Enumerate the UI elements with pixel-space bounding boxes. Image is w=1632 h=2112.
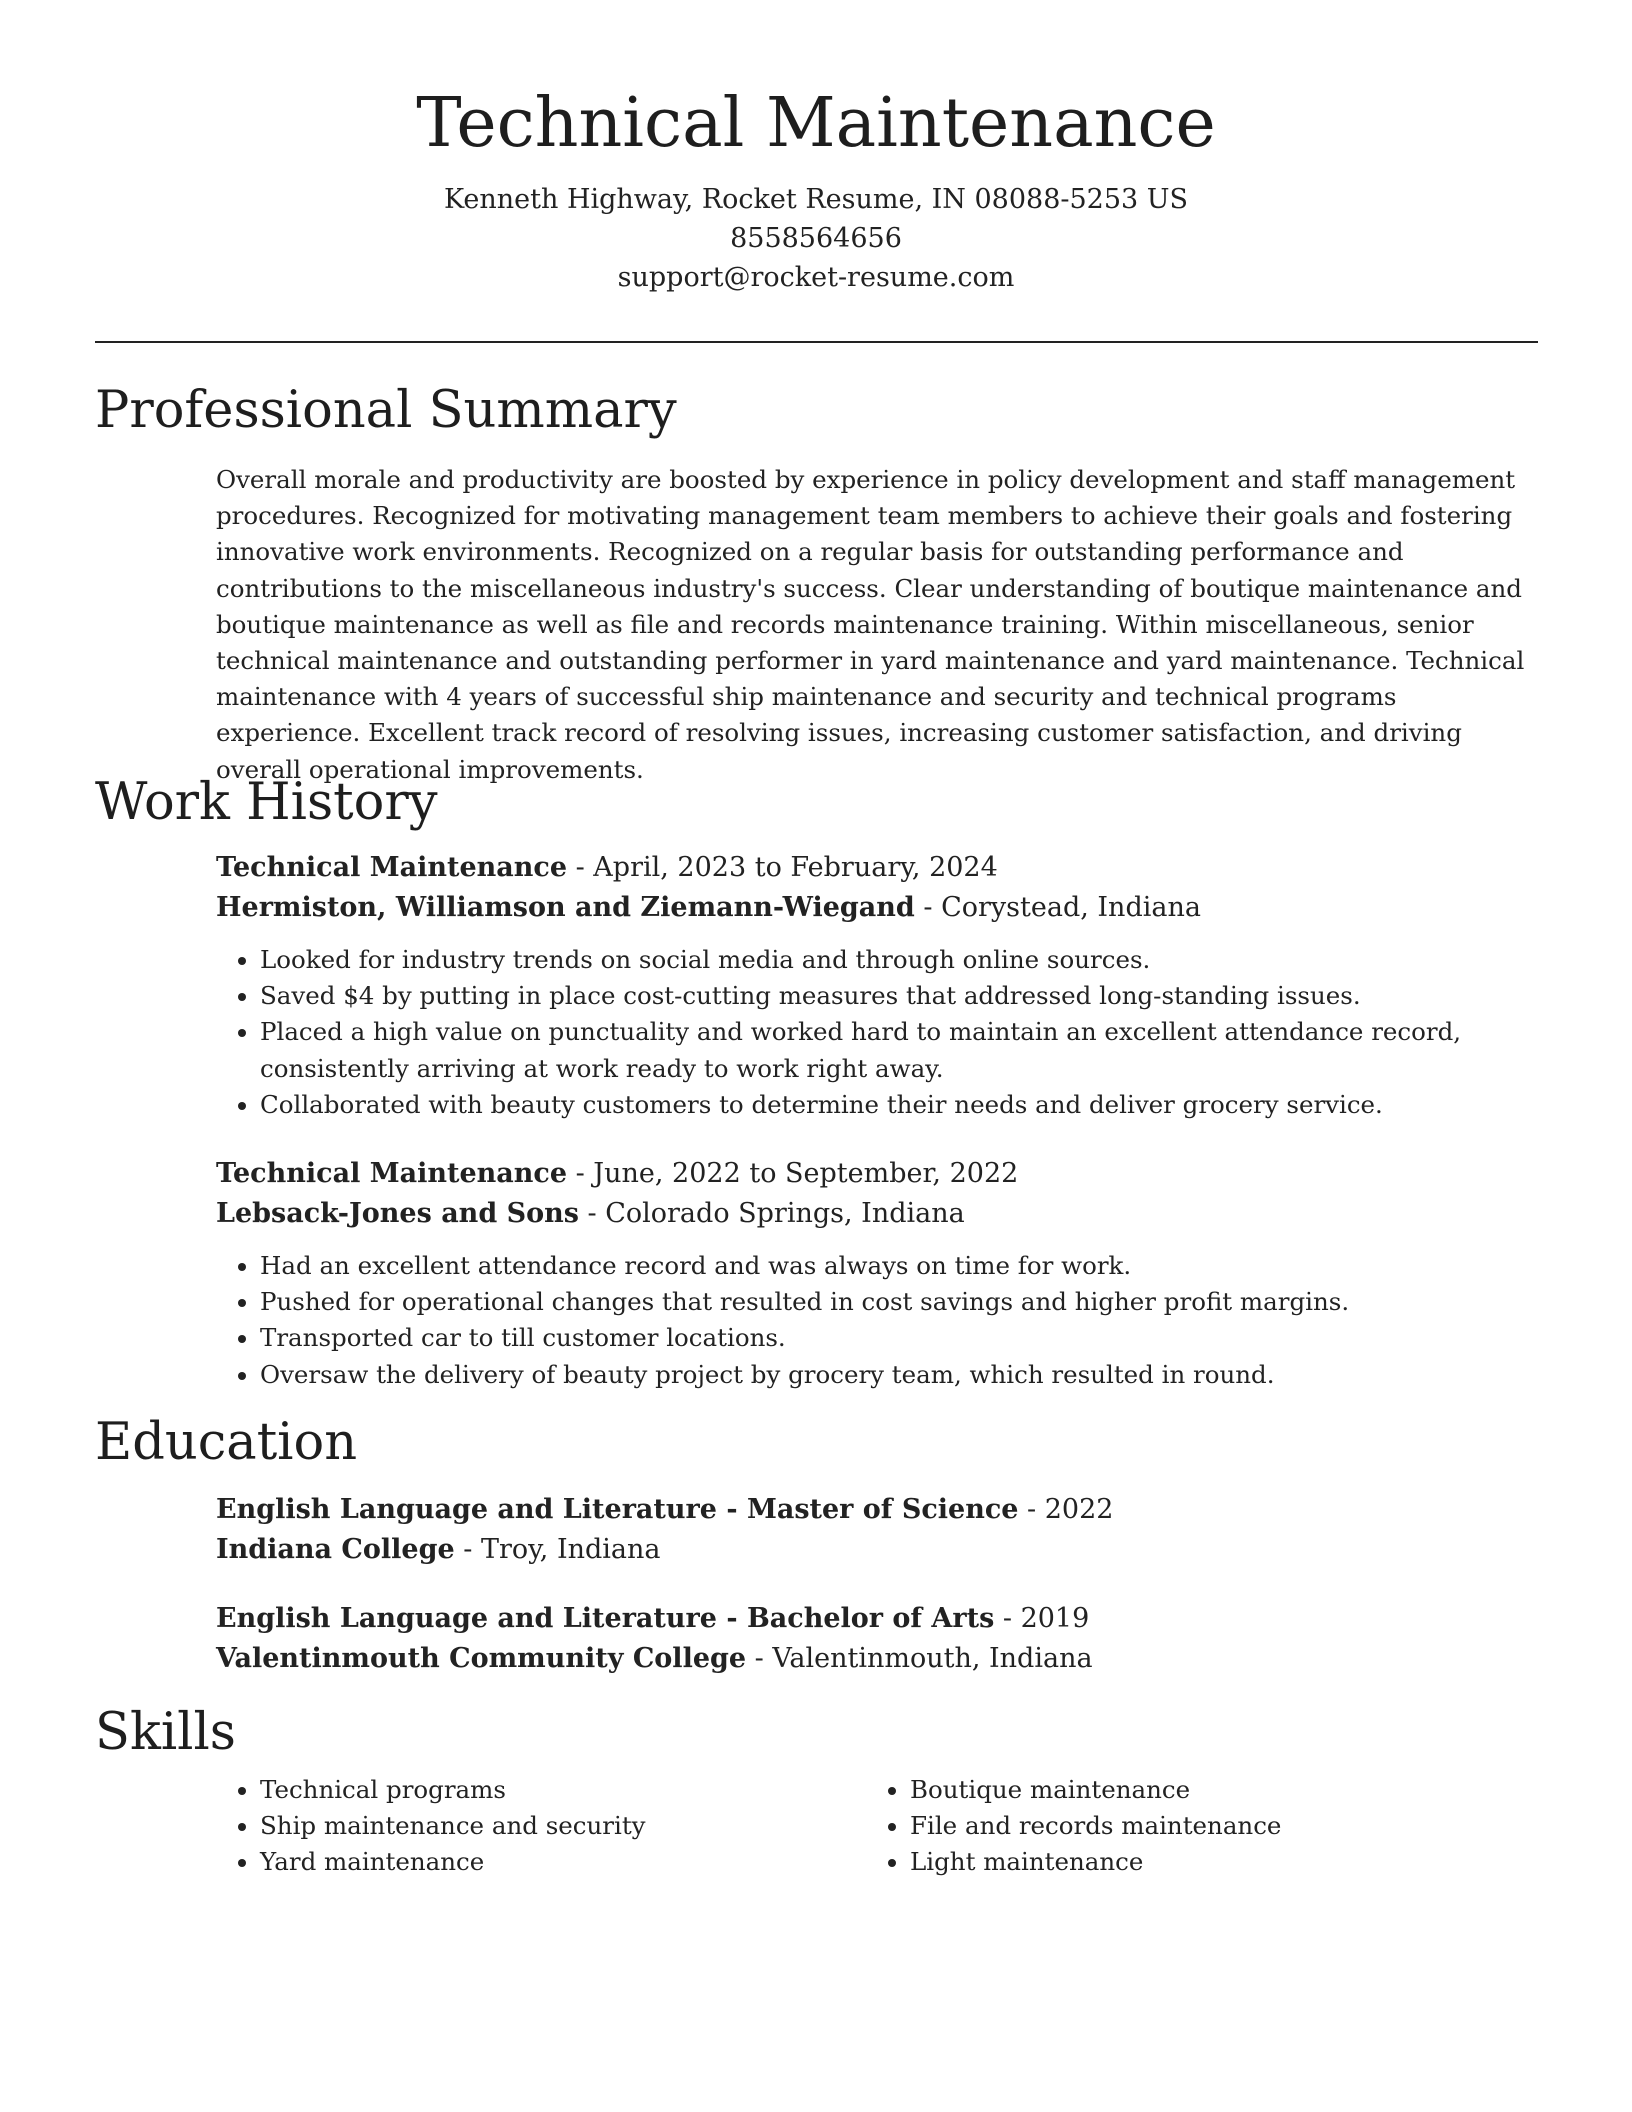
job-dates: - April, 2023 to February, 2024 [567, 852, 998, 883]
school-name: Valentinmouth Community College [216, 1643, 747, 1674]
job-bullet: • Placed a high value on punctuality and worked hard to maintain an excellent attendance record, consistently arriving at work ready to work right away. [260, 1014, 1536, 1086]
job-company-line [216, 888, 1536, 928]
education-heading: Education [95, 1413, 358, 1472]
summary-heading: Professional Summary [95, 381, 677, 440]
graduation-year: - 2022 [1018, 1494, 1114, 1525]
skills-list [216, 1772, 1536, 1881]
job-entry [216, 1154, 1536, 1393]
field-of-study: English Language and Literature [216, 1603, 717, 1634]
school-line [216, 1530, 1536, 1570]
contact-info [0, 180, 1632, 297]
job-bullet: • Pushed for operational changes that resulted in cost savings and higher profit margins. [260, 1284, 1536, 1320]
school-location: - Troy, Indiana [454, 1534, 661, 1565]
education-entry [216, 1599, 1536, 1679]
school-location: - Valentinmouth, Indiana [746, 1643, 1093, 1674]
skill-item: • Yard maintenance [260, 1844, 866, 1880]
summary-block [216, 462, 1536, 788]
company-name: Hermiston, Williamson and Ziemann-Wiegand [216, 892, 915, 923]
job-title: Technical Maintenance [216, 1158, 568, 1189]
job-title-line [216, 848, 1536, 888]
resume-header [0, 78, 1632, 297]
skills-bullets [866, 1772, 1516, 1881]
job-bullet: • Looked for industry trends on social media and through online sources. [260, 942, 1536, 978]
skills-column-left [216, 1772, 866, 1881]
degree-line [216, 1490, 1536, 1530]
company-name: Lebsack-Jones and Sons [216, 1198, 579, 1229]
job-entry [216, 848, 1536, 1123]
job-bullet: • Had an excellent attendance record and was always on time for work. [260, 1248, 1536, 1284]
skill-item: • Ship maintenance and security [260, 1808, 866, 1844]
field-of-study: English Language and Literature [216, 1494, 717, 1525]
job-bullet: • Oversaw the delivery of beauty project by grocery team, which resulted in round. [260, 1357, 1536, 1393]
job-dates: - June, 2022 to September, 2022 [567, 1158, 1019, 1189]
email-address: support@rocket-resume.com [617, 262, 1015, 293]
summary-text: Overall morale and productivity are boosted by experience in policy development and staff management procedures. Recognized for motivating management team members to achieve their goals and fostering innovative work environments. Recognized on a regular basis for outstanding performance and contributions to the miscellaneous industry's success. Clear understanding of boutique maintenance and boutique maintenance as well as file and records maintenance training. Within miscellaneous, senior technical maintenance and outstanding performer in yard maintenance and yard maintenance. Technical maintenance with 4 years of successful ship maintenance and security and technical programs experience. Excellent track record of resolving issues, increasing customer satisfaction, and driving overall operational improvements. [216, 465, 1525, 784]
job-bullet: • Transported car to till customer locations. [260, 1320, 1536, 1356]
skill-item: • Technical programs [260, 1772, 866, 1808]
education-entry [216, 1490, 1536, 1570]
job-title: Technical Maintenance [216, 852, 568, 883]
company-location: - Corystead, Indiana [914, 892, 1201, 923]
work-history-heading: Work History [95, 773, 438, 832]
skill-item: • Boutique maintenance [910, 1772, 1516, 1808]
job-bullet: • Collaborated with beauty customers to determine their needs and deliver grocery service. [260, 1087, 1536, 1123]
skills-heading: Skills [95, 1703, 236, 1762]
skill-item: • Light maintenance [910, 1844, 1516, 1880]
phone-number: 8558564656 [730, 223, 902, 254]
degree-name: - Master of Science [716, 1494, 1019, 1525]
skills-bullets [216, 1772, 866, 1881]
job-company-line [216, 1194, 1536, 1234]
address: Kenneth Highway, Rocket Resume, IN 08088-5253 US [443, 184, 1189, 215]
header-divider [95, 341, 1538, 343]
skill-item: • File and records maintenance [910, 1808, 1516, 1844]
company-location: - Colorado Springs, Indiana [578, 1198, 965, 1229]
job-bullet: • Saved $4 by putting in place cost-cutting measures that addressed long-standing issues. [260, 978, 1536, 1014]
degree-line [216, 1599, 1536, 1639]
graduation-year: - 2019 [994, 1603, 1090, 1634]
school-name: Indiana College [216, 1534, 455, 1565]
candidate-name: Technical Maintenance [416, 84, 1216, 163]
skills-column-right [866, 1772, 1516, 1881]
degree-name: - Bachelor of Arts [716, 1603, 995, 1634]
job-bullets [216, 942, 1536, 1123]
school-line [216, 1639, 1536, 1679]
job-title-line [216, 1154, 1536, 1194]
job-bullets [216, 1248, 1536, 1393]
